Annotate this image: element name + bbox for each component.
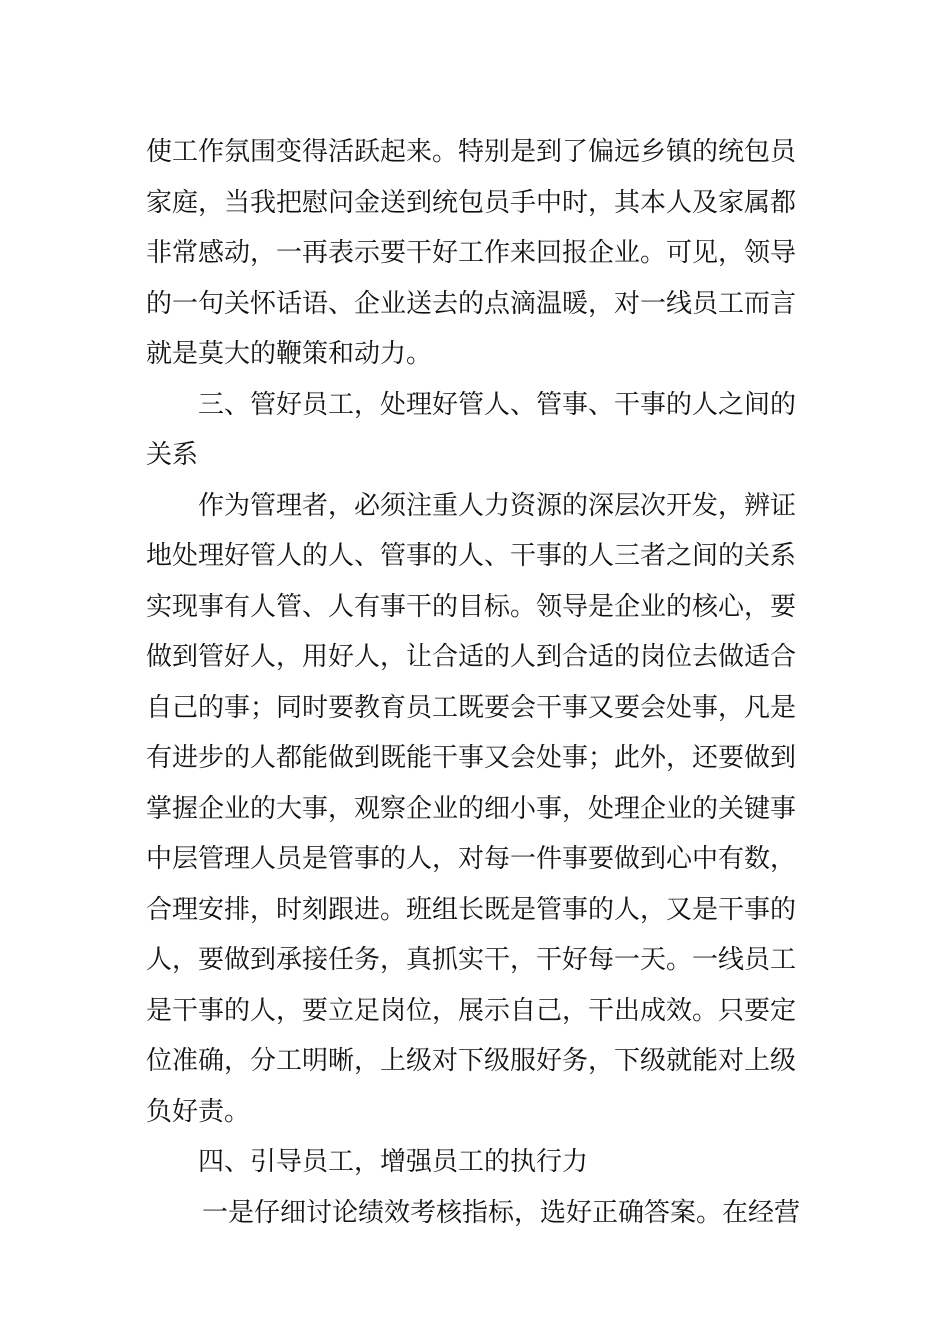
document-body [146, 127, 816, 1238]
body-line: 掌握企业的大事，观察企业的细小事，处理企业的关键事 [146, 793, 797, 824]
body-line: 负好责。 [146, 1096, 251, 1127]
body-line: 位准确，分工明晰，上级对下级服好务，下级就能对上级 [146, 1046, 797, 1076]
body-line: 自己的事；同时要教育员工既要会干事又要会处事，凡是 [146, 692, 797, 723]
paragraph-start: 一是仔细讨论绩效考核指标，选好正确答案。在经营 [202, 1197, 801, 1228]
body-line: 中层管理人员是管事的人，对每一件事要做到心中有数， [146, 844, 797, 874]
body-line: 是干事的人，要立足岗位，展示自己，干出成效。只要定 [146, 995, 797, 1026]
body-line: 的一句关怀话语、企业送去的点滴温暖，对一线员工而言 [146, 288, 797, 319]
body-line: 有进步的人都能做到既能干事又会处事；此外，还要做到 [146, 743, 797, 773]
body-line: 做到管好人，用好人，让合适的人到合适的岗位去做适合 [146, 642, 797, 672]
body-line: 家庭，当我把慰问金送到统包员手中时，其本人及家属都 [146, 187, 797, 218]
body-line: 就是莫大的鞭策和动力。 [146, 339, 433, 369]
body-line: 实现事有人管、人有事干的目标。领导是企业的核心，要 [146, 591, 797, 622]
body-line: 非常感动，一再表示要干好工作来回报企业。可见，领导 [146, 238, 797, 268]
section-heading-3: 三、管好员工，处理好管人、管事、干事的人之间的 [198, 389, 797, 420]
section-heading-4: 四、引导员工，增强员工的执行力 [198, 1147, 589, 1177]
body-line: 人，要做到承接任务，真抓实干，干好每一天。一线员工 [146, 945, 797, 975]
paragraph-start: 作为管理者，必须注重人力资源的深层次开发，辨证 [198, 490, 797, 521]
body-line: 使工作氛围变得活跃起来。特别是到了偏远乡镇的统包员 [146, 137, 797, 167]
body-line: 合理安排，时刻跟进。班组长既是管事的人，又是干事的 [146, 894, 797, 925]
body-line: 地处理好管人的人、管事的人、干事的人三者之间的关系 [146, 541, 797, 571]
section-heading-3-cont: 关系 [146, 440, 199, 470]
